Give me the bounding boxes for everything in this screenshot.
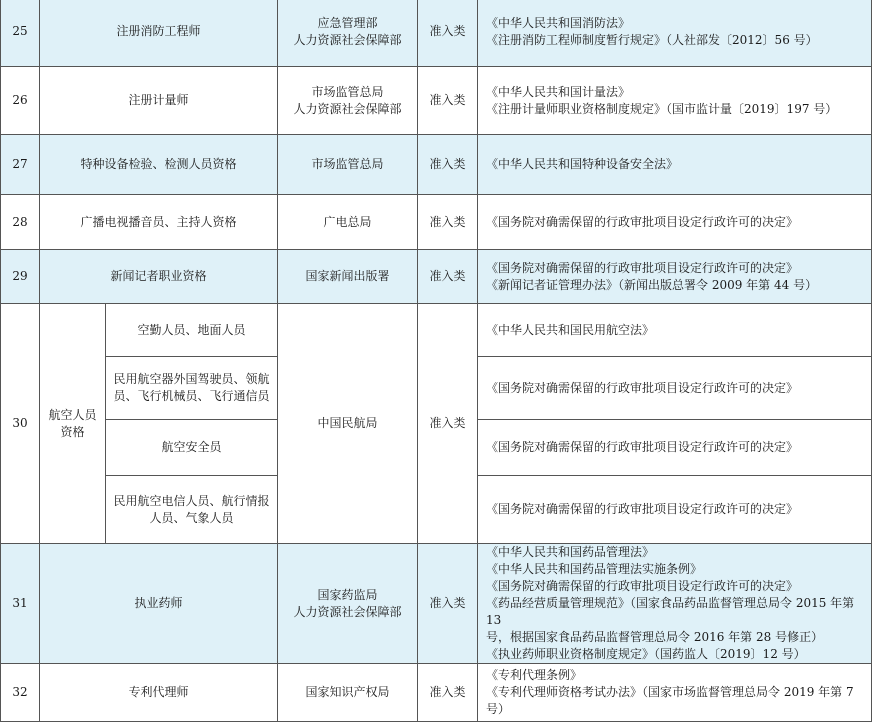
table-row bbox=[1, 0, 872, 67]
basis-line: 《国务院对确需保留的行政审批项目设定行政许可的决定》 bbox=[486, 440, 799, 454]
department bbox=[278, 304, 418, 544]
sub-name-line: 员、飞行机械员、飞行通信员 bbox=[113, 389, 270, 403]
department bbox=[278, 664, 418, 722]
basis-line: 《国务院对确需保留的行政审批项目设定行政许可的决定》 bbox=[486, 380, 799, 395]
sub-name-line: 人员、气象人员 bbox=[149, 510, 234, 525]
department-line: 国家知识产权局 bbox=[305, 685, 390, 699]
department-line: 国家新闻出版署 bbox=[305, 269, 390, 283]
sub-name-line: 航空安全员 bbox=[161, 440, 222, 454]
legal-basis bbox=[478, 195, 872, 250]
legal-basis bbox=[478, 544, 872, 664]
department bbox=[278, 0, 418, 67]
basis-line: 《国务院对确需保留的行政审批项目设定行政许可的决定》 bbox=[486, 260, 799, 275]
group-line: 航空人员 bbox=[48, 407, 97, 422]
basis-line: 《注册消防工程师制度暂行规定》（人社部发〔2012〕56 号） bbox=[486, 32, 818, 47]
qualification-name: 注册消防工程师 bbox=[40, 0, 278, 67]
table-row bbox=[1, 67, 872, 135]
category: 准入类 bbox=[418, 195, 478, 250]
basis-line: 《国务院对确需保留的行政审批项目设定行政许可的决定》 bbox=[486, 579, 799, 593]
basis-line: 《专利代理条例》 bbox=[486, 668, 583, 682]
department bbox=[278, 195, 418, 250]
department bbox=[278, 544, 418, 664]
sub-name-line: 民用航空器外国驾驶员、领航 bbox=[113, 372, 270, 386]
qualification-name: 特种设备检验、检测人员资格 bbox=[40, 135, 278, 195]
category: 准入类 bbox=[418, 67, 478, 135]
category: 准入类 bbox=[418, 135, 478, 195]
basis-line: 《注册计量师职业资格制度规定》（国市监计量〔2019〕197 号） bbox=[486, 101, 838, 116]
department-line: 人力资源社会保障部 bbox=[293, 32, 402, 47]
qualification-name: 广播电视播音员、主持人资格 bbox=[40, 195, 278, 250]
sub-qualification-name bbox=[106, 357, 278, 420]
row-number: 27 bbox=[1, 135, 40, 195]
legal-basis bbox=[478, 420, 872, 476]
category: 准入类 bbox=[418, 664, 478, 722]
basis-line: 《专利代理师资格考试办法》（国家市场监督管理总局令 2019 年第 7 号） bbox=[486, 685, 854, 716]
qualification-name: 执业药师 bbox=[40, 544, 278, 664]
department bbox=[278, 135, 418, 195]
table-row bbox=[1, 135, 872, 195]
table-row bbox=[1, 304, 872, 357]
qualification-name: 专利代理师 bbox=[40, 664, 278, 722]
legal-basis bbox=[478, 250, 872, 304]
department-line: 中国民航局 bbox=[317, 416, 378, 430]
department-line: 广电总局 bbox=[323, 214, 372, 229]
legal-basis bbox=[478, 135, 872, 195]
sub-qualification-name bbox=[106, 476, 278, 544]
basis-line: 《中华人民共和国药品管理法》 bbox=[486, 545, 655, 559]
legal-basis bbox=[478, 0, 872, 67]
department bbox=[278, 67, 418, 135]
table-row bbox=[1, 544, 872, 664]
sub-name-line: 民用航空电信人员、航行情报 bbox=[113, 493, 270, 508]
legal-basis bbox=[478, 67, 872, 135]
legal-basis bbox=[478, 304, 872, 357]
legal-basis bbox=[478, 357, 872, 420]
basis-line: 《药品经营质量管理规范》（国家食品药品监督管理总局令 2015 年第 13 bbox=[486, 596, 855, 627]
category: 准入类 bbox=[418, 544, 478, 664]
table-row bbox=[1, 664, 872, 722]
row-number: 32 bbox=[1, 664, 40, 722]
category: 准入类 bbox=[418, 304, 478, 544]
row-number: 26 bbox=[1, 67, 40, 135]
row-number: 28 bbox=[1, 195, 40, 250]
department-line: 人力资源社会保障部 bbox=[293, 604, 402, 619]
basis-line: 号，根据国家食品药品监督管理总局令 2016 年第 28 号修正） bbox=[486, 630, 824, 644]
group-line: 资格 bbox=[60, 424, 85, 439]
basis-line: 《国务院对确需保留的行政审批项目设定行政许可的决定》 bbox=[486, 214, 799, 229]
department-line: 市场监管总局 bbox=[311, 84, 384, 99]
sub-name-line: 空勤人员、地面人员 bbox=[137, 322, 246, 337]
row-number: 29 bbox=[1, 250, 40, 304]
row-number: 30 bbox=[1, 304, 40, 544]
department-line: 应急管理部 bbox=[317, 15, 378, 30]
basis-line: 《中华人民共和国药品管理法实施条例》 bbox=[486, 562, 703, 576]
legal-basis bbox=[478, 476, 872, 544]
qualification-name: 新闻记者职业资格 bbox=[40, 250, 278, 304]
legal-basis bbox=[478, 664, 872, 722]
basis-line: 《新闻记者证管理办法》（新闻出版总署令 2009 年第 44 号） bbox=[486, 277, 818, 292]
sub-qualification-name bbox=[106, 420, 278, 476]
row-number: 31 bbox=[1, 544, 40, 664]
department-line: 国家药监局 bbox=[317, 587, 378, 602]
qualification-name: 注册计量师 bbox=[40, 67, 278, 135]
department-line: 市场监管总局 bbox=[311, 157, 384, 171]
basis-line: 《中华人民共和国计量法》 bbox=[486, 84, 631, 99]
basis-line: 《中华人民共和国民用航空法》 bbox=[486, 322, 655, 337]
category: 准入类 bbox=[418, 250, 478, 304]
basis-line: 《中华人民共和国消防法》 bbox=[486, 15, 631, 30]
department-line: 人力资源社会保障部 bbox=[293, 101, 402, 116]
basis-line: 《执业药师职业资格制度规定》（国药监人〔2019〕12 号） bbox=[486, 647, 806, 661]
table-row bbox=[1, 250, 872, 304]
sub-qualification-name bbox=[106, 304, 278, 357]
basis-line: 《中华人民共和国特种设备安全法》 bbox=[486, 157, 679, 171]
department bbox=[278, 250, 418, 304]
category: 准入类 bbox=[418, 0, 478, 67]
basis-line: 《国务院对确需保留的行政审批项目设定行政许可的决定》 bbox=[486, 502, 799, 516]
qualification-group bbox=[40, 304, 106, 544]
row-number: 25 bbox=[1, 0, 40, 67]
table-row bbox=[1, 195, 872, 250]
